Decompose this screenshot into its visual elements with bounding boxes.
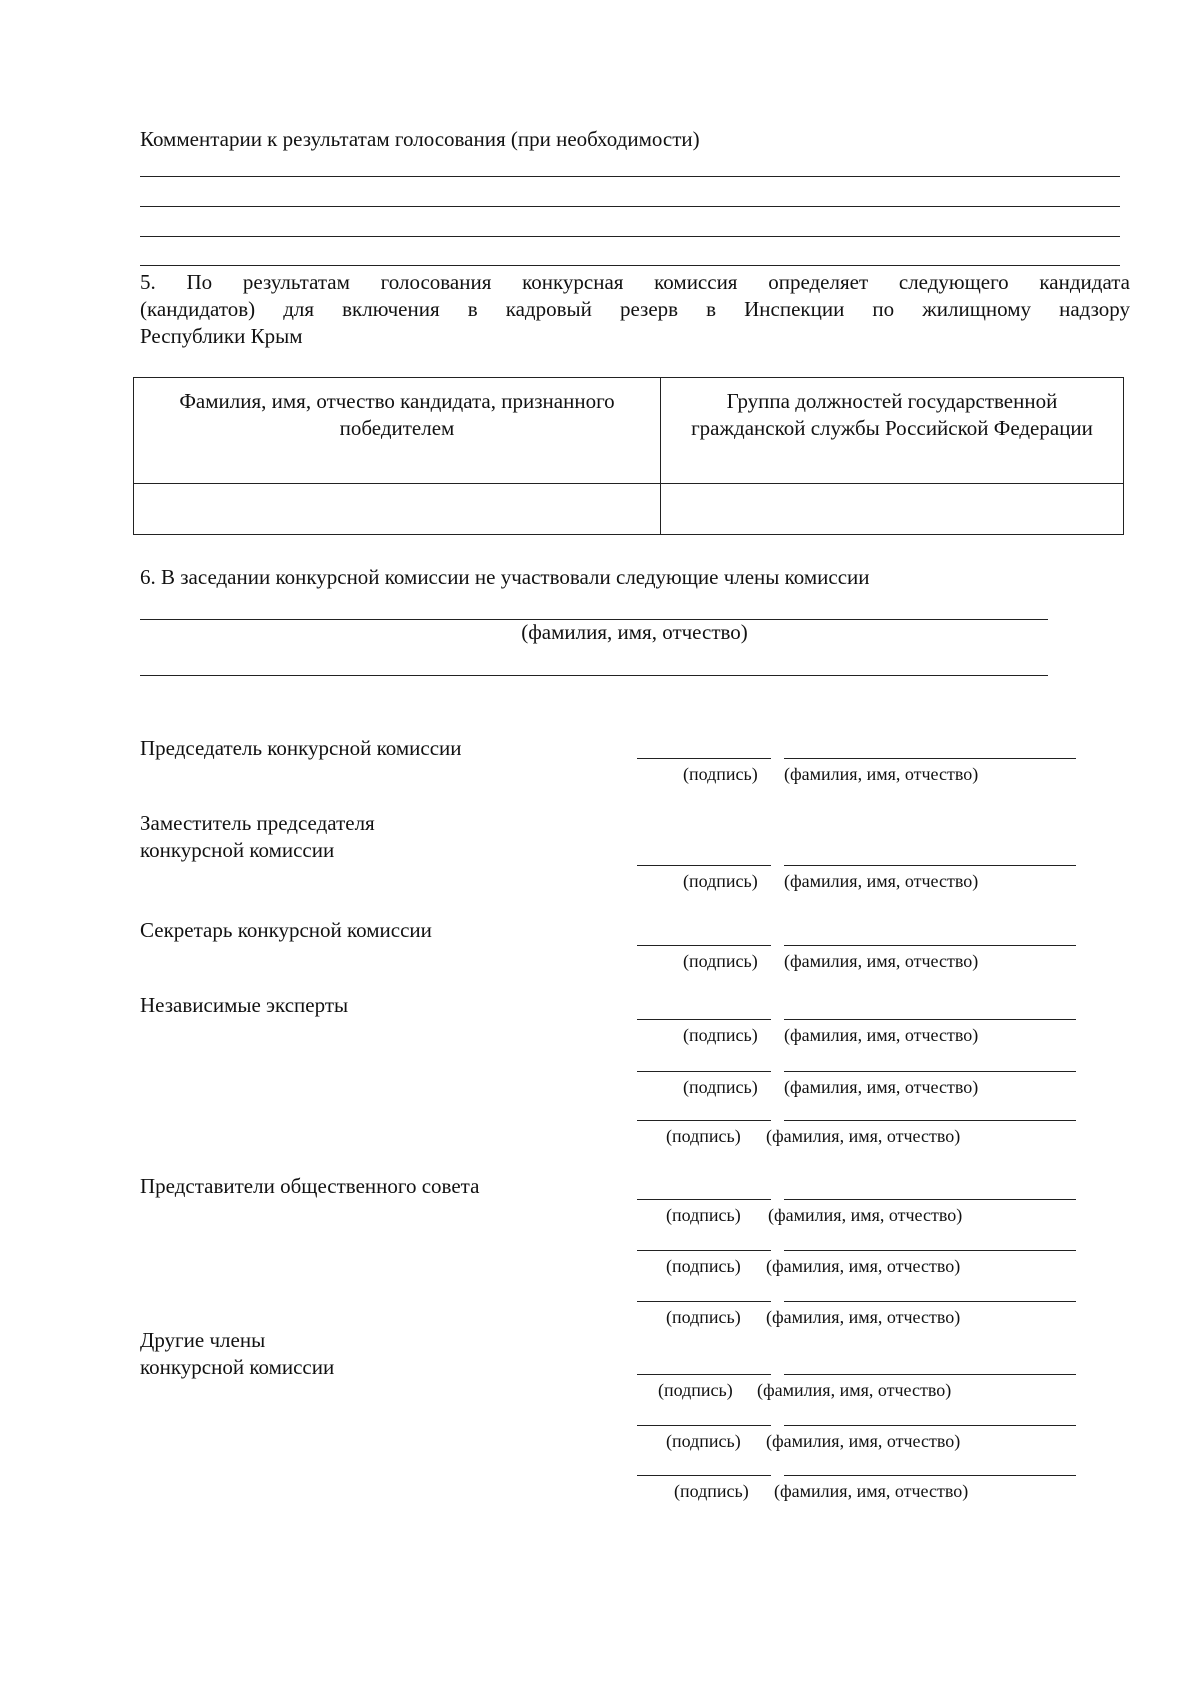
council-1-name-caption: (фамилия, имя, отчество) [768, 1205, 963, 1225]
expert-2-signature-line[interactable] [637, 1071, 771, 1072]
expert-2-sign-caption: (подпись) [683, 1077, 758, 1097]
expert-3-name-caption: (фамилия, имя, отчество) [766, 1126, 961, 1146]
secretary-name-line[interactable] [784, 945, 1076, 946]
other-3-name-caption: (фамилия, имя, отчество) [774, 1481, 969, 1501]
role-secretary: Секретарь конкурсной комиссии [140, 918, 432, 942]
chair-name-caption: (фамилия, имя, отчество) [784, 764, 979, 784]
other-1-name-caption: (фамилия, имя, отчество) [757, 1380, 952, 1400]
chair-signature-line[interactable] [637, 758, 771, 759]
council-1-name-line[interactable] [784, 1199, 1076, 1200]
expert-3-name-line[interactable] [784, 1120, 1076, 1121]
council-2-signature-line[interactable] [637, 1250, 771, 1251]
secretary-name-caption: (фамилия, имя, отчество) [784, 951, 979, 971]
section6-text: 6. В заседании конкурсной комиссии не участвовали следующие члены комиссии [140, 565, 870, 589]
section5-line-3: Республики Крым [140, 324, 303, 348]
expert-1-name-line[interactable] [784, 1019, 1076, 1020]
comments-label: Комментарии к результатам голосования (при необходимости) [140, 127, 700, 151]
expert-1-sign-caption: (подпись) [683, 1025, 758, 1045]
other-2-sign-caption: (подпись) [666, 1431, 741, 1451]
chair-sign-caption: (подпись) [683, 764, 758, 784]
absent-members-caption: (фамилия, имя, отчество) [521, 620, 748, 644]
role-deputy-line-1: Заместитель председателя [140, 811, 375, 835]
deputy-name-line[interactable] [784, 865, 1076, 866]
other-3-signature-line[interactable] [637, 1475, 771, 1476]
other-2-signature-line[interactable] [637, 1425, 771, 1426]
council-3-signature-line[interactable] [637, 1301, 771, 1302]
role-others-line-1: Другие члены [140, 1328, 266, 1352]
secretary-sign-caption: (подпись) [683, 951, 758, 971]
role-chair: Председатель конкурсной комиссии [140, 736, 462, 760]
deputy-name-caption: (фамилия, имя, отчество) [784, 871, 979, 891]
other-3-name-line[interactable] [784, 1475, 1076, 1476]
secretary-signature-line[interactable] [637, 945, 771, 946]
council-3-name-line[interactable] [784, 1301, 1076, 1302]
section5-line-1: 5. По результатам голосования конкурсная комиссия определяет следующего кандидата [140, 270, 1130, 294]
role-others-line-2: конкурсной комиссии [140, 1355, 335, 1379]
section5-line-2: (кандидатов) для включения в кадровый резерв в Инспекции по жилищному надзору [140, 297, 1130, 321]
other-2-name-line[interactable] [784, 1425, 1076, 1426]
table-header-candidate: Фамилия, имя, отчество кандидата, признанного победителем [134, 378, 661, 484]
table-header-group: Группа должностей государственной гражданской службы Российской Федерации [661, 378, 1124, 484]
role-experts: Независимые эксперты [140, 993, 349, 1017]
other-1-signature-line[interactable] [637, 1374, 771, 1375]
expert-1-signature-line[interactable] [637, 1019, 771, 1020]
council-2-name-caption: (фамилия, имя, отчество) [766, 1256, 961, 1276]
council-2-sign-caption: (подпись) [666, 1256, 741, 1276]
deputy-sign-caption: (подпись) [683, 871, 758, 891]
comment-line-1[interactable] [140, 176, 1120, 177]
expert-2-name-line[interactable] [784, 1071, 1076, 1072]
absent-members-line-2[interactable] [140, 675, 1048, 676]
table-cell-group[interactable] [661, 484, 1124, 535]
other-1-sign-caption: (подпись) [658, 1380, 733, 1400]
comment-line-3[interactable] [140, 236, 1120, 237]
comment-line-2[interactable] [140, 206, 1120, 207]
deputy-signature-line[interactable] [637, 865, 771, 866]
comment-line-4[interactable] [140, 265, 1120, 266]
chair-name-line[interactable] [784, 758, 1076, 759]
role-public-council: Представители общественного совета [140, 1174, 480, 1198]
other-1-name-line[interactable] [784, 1374, 1076, 1375]
council-3-sign-caption: (подпись) [666, 1307, 741, 1327]
table-cell-candidate[interactable] [134, 484, 661, 535]
role-deputy-line-2: конкурсной комиссии [140, 838, 335, 862]
council-1-signature-line[interactable] [637, 1199, 771, 1200]
council-3-name-caption: (фамилия, имя, отчество) [766, 1307, 961, 1327]
expert-1-name-caption: (фамилия, имя, отчество) [784, 1025, 979, 1045]
council-2-name-line[interactable] [784, 1250, 1076, 1251]
council-1-sign-caption: (подпись) [666, 1205, 741, 1225]
expert-3-sign-caption: (подпись) [666, 1126, 741, 1146]
other-3-sign-caption: (подпись) [674, 1481, 749, 1501]
other-2-name-caption: (фамилия, имя, отчество) [766, 1431, 961, 1451]
expert-2-name-caption: (фамилия, имя, отчество) [784, 1077, 979, 1097]
results-table [133, 377, 1124, 535]
expert-3-signature-line[interactable] [637, 1120, 771, 1121]
